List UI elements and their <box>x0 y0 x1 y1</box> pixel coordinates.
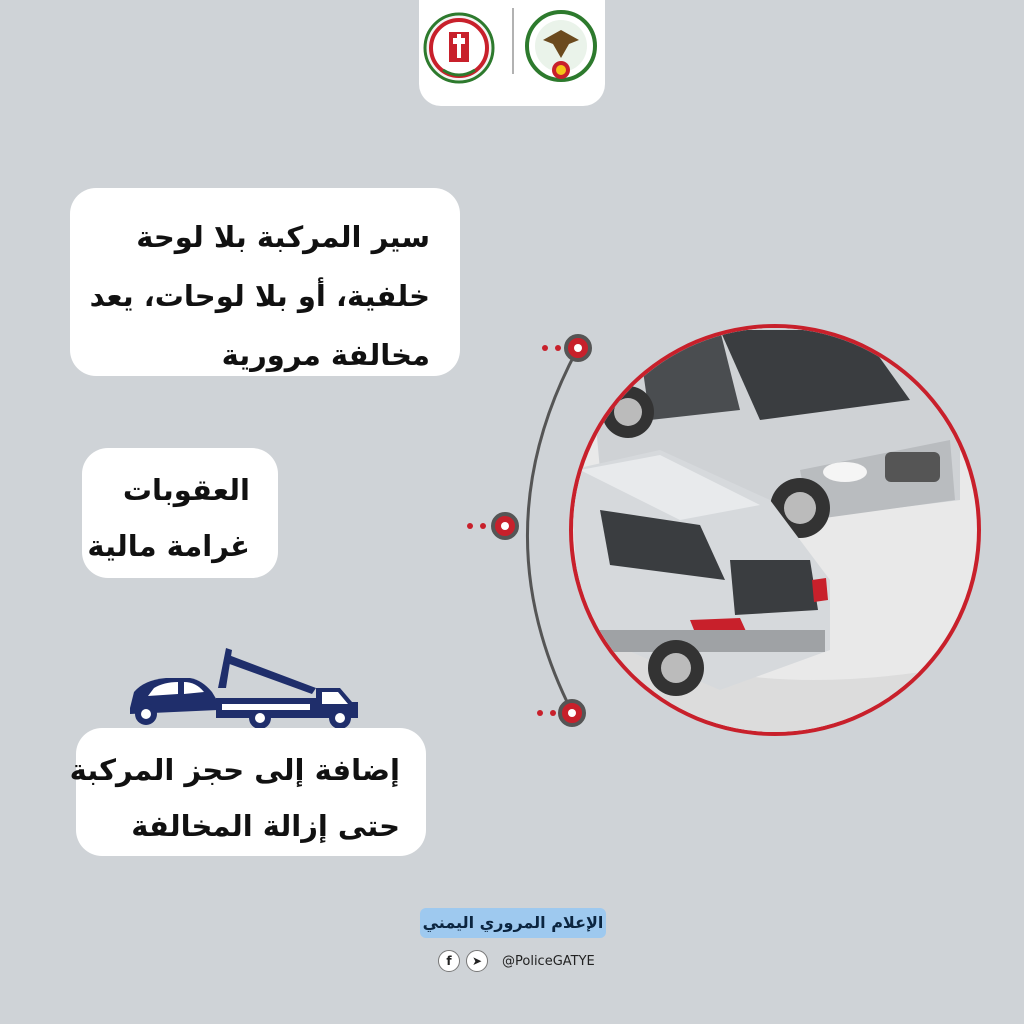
impound-line-1: إضافة إلى حجز المركبة <box>69 753 400 787</box>
violation-line-3: مخالفة مرورية <box>221 338 430 372</box>
penalty-fine: غرامة مالية <box>87 529 250 563</box>
tow-truck-icon <box>126 648 366 728</box>
cars-photo-circle <box>560 320 990 740</box>
social-links <box>438 948 595 974</box>
timeline-node-middle <box>467 514 517 538</box>
violation-line-1: سير المركبة بلا لوحة <box>136 220 430 254</box>
violation-line-2: خلفية، أو بلا لوحات، يعد <box>89 279 430 313</box>
penalty-card <box>82 448 278 578</box>
impound-line-2: حتى إزالة المخالفة <box>131 809 400 843</box>
timeline-node-top <box>542 336 590 360</box>
facebook-icon[interactable]: f <box>438 950 460 972</box>
violation-card <box>70 188 460 376</box>
footer-brand-label: الإعلام المروري اليمني <box>420 908 606 938</box>
impound-card <box>69 728 426 856</box>
social-handle[interactable]: @PoliceGATYE <box>502 953 595 969</box>
penalty-heading: العقوبات <box>122 473 250 507</box>
telegram-icon[interactable]: ➤ <box>466 950 488 972</box>
timeline-node-bottom <box>537 701 584 725</box>
